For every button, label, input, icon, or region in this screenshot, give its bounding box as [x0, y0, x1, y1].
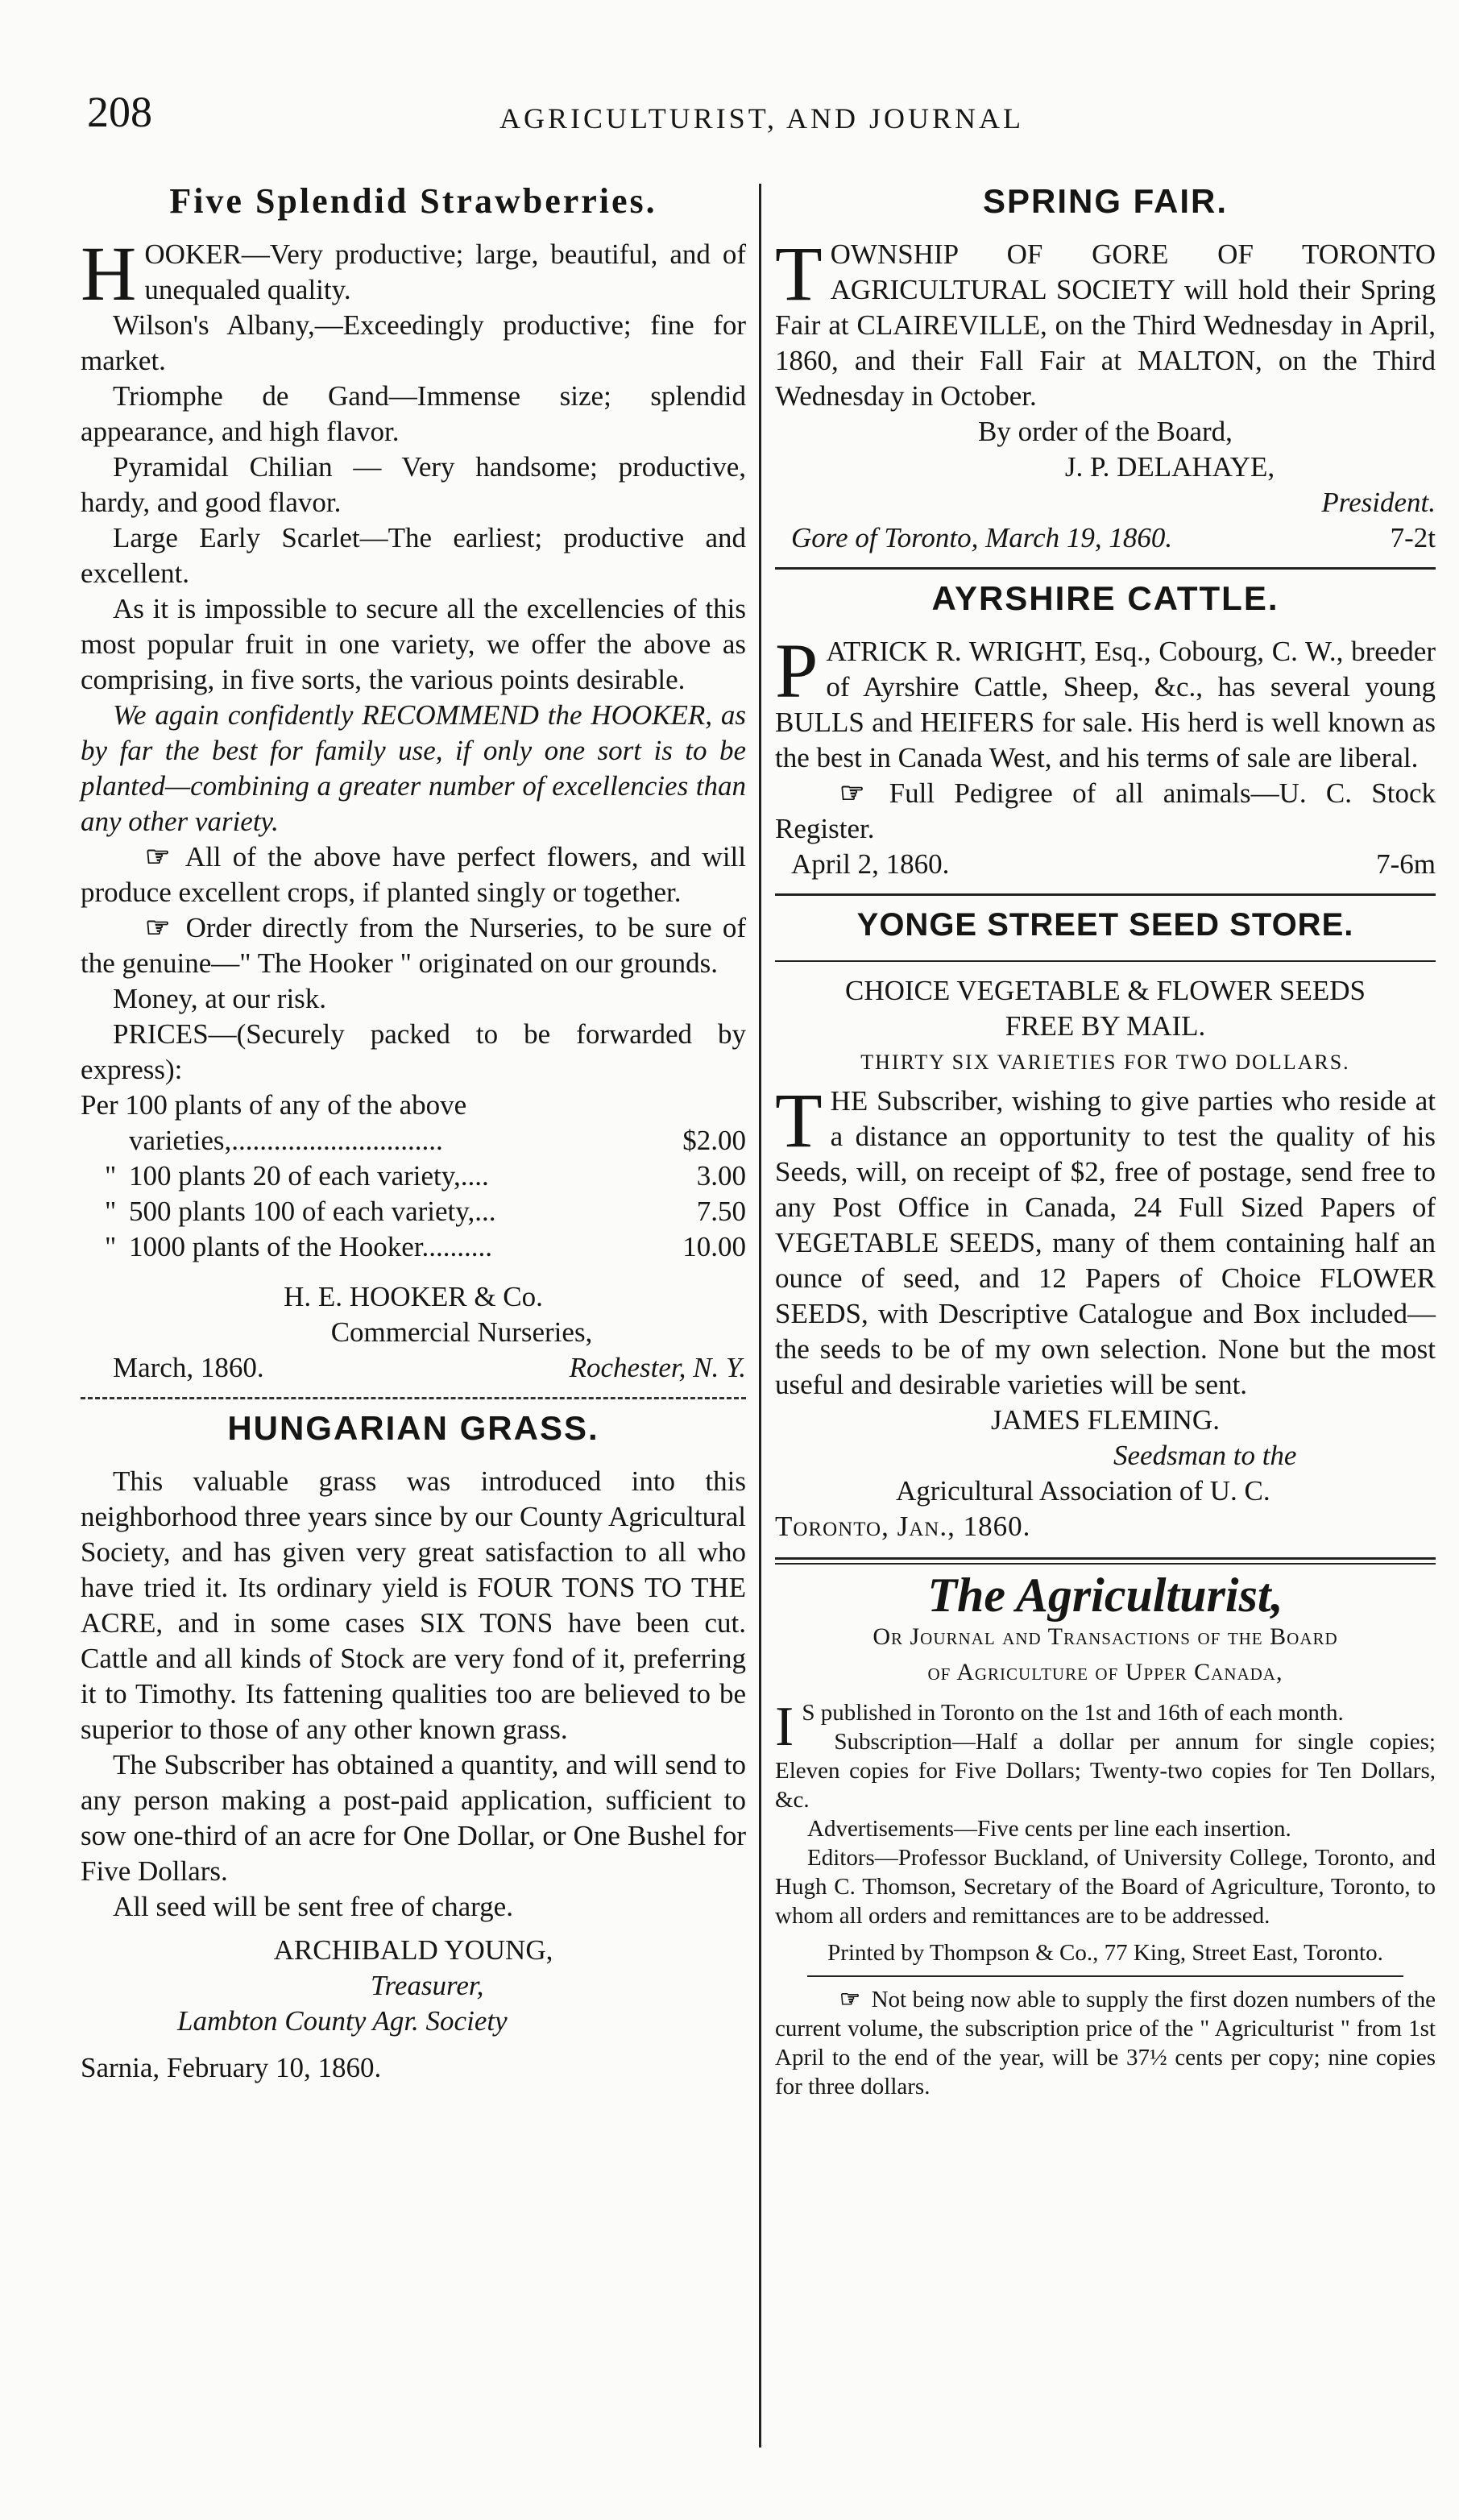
seed-store-ad [775, 907, 1436, 1544]
seed-store-role: Seedsman to the [1113, 1440, 1297, 1471]
column-divider [759, 184, 761, 2447]
ayrshire-date: April 2, 1860. [791, 848, 950, 880]
pedigree-paragraph [775, 776, 1436, 847]
strawberries-title: Five Splendid Strawberries. [169, 181, 657, 221]
price-row [81, 1194, 746, 1229]
advertisements-text: Advertisements—Five cents per line each insertion. [807, 1816, 1291, 1842]
section-divider [775, 960, 1436, 962]
hungarian-paragraph-2: The Subscriber has obtained a quantity, and will send to any person making a post-paid application, sufficient to sow one-third of an acre for One Dollar, or One Bushel for Five Dollars. [81, 1749, 746, 1887]
price-amount: $2.00 [682, 1125, 746, 1156]
left-column [81, 177, 746, 2086]
prices-intro: PRICES—(Securely packed to be forwarded by express): [81, 1018, 746, 1085]
seed-store-dateline: Toronto, Jan., 1860. [775, 1511, 1031, 1542]
drop-cap: H [81, 230, 137, 317]
section-divider [775, 567, 1436, 570]
hungarian-society: Lambton County Agr. Society [177, 2005, 508, 2037]
strawberries-place: Rochester, N. Y. [569, 1352, 746, 1383]
drop-cap: P [775, 628, 819, 714]
published-paragraph [775, 1696, 1436, 1758]
page-number: 208 [87, 88, 152, 136]
large-early-paragraph: Large Early Scarlet—The earliest; productive and excellent. [81, 522, 746, 589]
spring-fair-date: Gore of Toronto, March 19, 1860. [791, 522, 1173, 553]
ditto-mark [105, 1123, 129, 1158]
spring-fair-text: OWNSHIP OF GORE OF TORONTO AGRICULTURAL SOCIETY will hold their Spring Fair at CLAIREVILLE, on the Third Wednesday in April, 1860, and their Fall Fair at MALTON, on the Third Wednesday in October. [775, 238, 1436, 412]
drop-cap: T [775, 230, 823, 317]
strawberries-ad [81, 181, 746, 1386]
firm-subtitle: Commercial Nurseries, [330, 1316, 593, 1348]
ayrshire-title: AYRSHIRE CATTLE. [931, 579, 1279, 617]
hungarian-dateline: Sarnia, February 10, 1860. [81, 2052, 382, 2083]
ayrshire-ad [775, 581, 1436, 882]
section-divider [775, 893, 1436, 896]
section-divider [807, 1975, 1403, 1977]
hungarian-signer: ARCHIBALD YOUNG, [273, 1934, 553, 1966]
seed-store-org: Agricultural Association of U. C. [896, 1475, 1270, 1507]
ditto-mark: " [105, 1160, 117, 1192]
spring-fair-ad [775, 184, 1436, 556]
price-list [81, 1123, 746, 1265]
seed-store-signer: JAMES FLEMING. [991, 1404, 1220, 1436]
agriculturist-notice [775, 1569, 1436, 2101]
pointing-hand-icon: ☞ [839, 777, 865, 809]
firm-name: H. E. HOOKER & Co. [284, 1281, 543, 1312]
drop-cap: I [775, 1696, 794, 1758]
seed-store-tagline: THIRTY SIX VARIETIES FOR TWO DOLLARS. [860, 1051, 1350, 1074]
spring-fair-role: President. [1321, 487, 1436, 518]
drop-cap: T [775, 1077, 823, 1163]
printer-line: Printed by Thompson & Co., 77 King, Street East, Toronto. [827, 1940, 1383, 1966]
notice-text: Not being now able to supply the first dozen numbers of the current volume, the subscription price of the " Agriculturist " from 1st April to the end of the year, will be 37½ cents per copy; nine copies for three dollars. [775, 1987, 1436, 2099]
ayrshire-text: ATRICK R. WRIGHT, Esq., Cobourg, C. W., breeder of Ayrshire Cattle, Sheep, &c., has several young BULLS and HEIFERS for sale. His herd is well known as the best in Canada West, and his terms of sale are liberal. [775, 636, 1436, 773]
pedigree-text: Full Pedigree of all animals—U. C. Stock Register. [775, 777, 1436, 844]
perfect-flowers-paragraph [81, 839, 746, 910]
spring-fair-code: 7-2t [1390, 522, 1436, 553]
notice-paragraph [775, 1985, 1436, 2101]
seed-store-subtitle-2: FREE BY MAIL. [1005, 1010, 1206, 1042]
spring-fair-title: SPRING FAIR. [982, 182, 1229, 220]
price-label: 100 plants 20 of each variety,.... [129, 1160, 489, 1192]
ditto-mark: " [105, 1231, 117, 1262]
agriculturist-subtitle-2: of Agriculture of Upper Canada, [927, 1659, 1283, 1685]
seed-store-paragraph [775, 1077, 1436, 1403]
hungarian-role: Treasurer, [371, 1970, 484, 2001]
spring-fair-order: By order of the Board, [978, 416, 1233, 447]
price-amount: 10.00 [682, 1231, 746, 1262]
seed-store-subtitle-1: CHOICE VEGETABLE & FLOWER SEEDS [845, 975, 1366, 1006]
price-amount: 3.00 [696, 1160, 746, 1192]
subscription-text: Subscription—Half a dollar per annum for single copies; Eleven copies for Five Dollars; Twenty-two copies for Ten Dollars, &c. [775, 1729, 1436, 1813]
agriculturist-title: The Agriculturist, [927, 1569, 1283, 1622]
price-label: 1000 plants of the Hooker.......... [129, 1231, 493, 1262]
price-lead: Per 100 plants of any of the above [81, 1089, 467, 1121]
running-title: AGRICULTURIST, AND JOURNAL [499, 102, 1025, 135]
recommend-paragraph: We again confidently RECOMMEND the HOOKER, as by far the best for family use, if only one sort is to be planted—combining a greater number of excellencies than any other variety. [81, 699, 746, 837]
price-label: 500 plants 100 of each variety,... [129, 1196, 496, 1227]
ayrshire-paragraph [775, 628, 1436, 776]
price-row [81, 1123, 746, 1158]
hungarian-paragraph-3: All seed will be sent free of charge. [113, 1891, 513, 1922]
right-column [775, 177, 1436, 2101]
pointing-hand-icon: ☞ [839, 1987, 860, 2012]
spring-fair-paragraph [775, 230, 1436, 414]
triomphe-paragraph: Triomphe de Gand—Immense size; splendid appearance, and high flavor. [81, 380, 746, 447]
seed-store-title: YONGE STREET SEED STORE. [856, 907, 1354, 943]
wilson-paragraph: Wilson's Albany,—Exceedingly productive; fine for market. [81, 309, 746, 376]
ditto-mark: " [105, 1196, 117, 1227]
order-paragraph [81, 910, 746, 981]
ayrshire-code: 7-6m [1376, 848, 1436, 880]
pointing-hand-icon: ☞ [145, 912, 171, 943]
pointing-hand-icon: ☞ [145, 841, 171, 872]
hooker-paragraph [81, 230, 746, 317]
price-row [81, 1158, 746, 1194]
pyramidal-paragraph: Pyramidal Chilian — Very handsome; productive, hardy, and good flavor. [81, 451, 746, 518]
hungarian-title: HUNGARIAN GRASS. [227, 1409, 599, 1447]
hooker-text: OOKER—Very productive; large, beautiful, and of unequaled quality. [144, 238, 746, 305]
order-text: Order directly from the Nurseries, to be sure of the genuine—" The Hooker " originated on our grounds. [81, 912, 746, 979]
hungarian-grass-ad [81, 1411, 746, 2086]
impossible-paragraph: As it is impossible to secure all the excellencies of this most popular fruit in one variety, we offer the above as comprising, in five sorts, the various points desirable. [81, 593, 746, 695]
section-divider [81, 1397, 746, 1399]
strawberries-date: March, 1860. [113, 1352, 264, 1383]
agriculturist-subtitle-1: Or Journal and Transactions of the Board [872, 1623, 1338, 1650]
ayrshire-dateline [775, 847, 1436, 882]
perfect-flowers-text: All of the above have perfect flowers, and will produce excellent crops, if planted singly or together. [81, 841, 746, 908]
hungarian-paragraph-1: This valuable grass was introduced into this neighborhood three years since by our County Agricultural Society, and has given very great satisfaction to all who have tried it. Its ordinary yield is FOUR TONS TO THE ACRE, and in some cases SIX TONS have been cut. Cattle and all kinds of Stock are very fond of it, preferring it to Timothy. Its fattening qualities too are believed to be superior to those of any other known grass. [81, 1465, 746, 1745]
price-amount: 7.50 [696, 1196, 746, 1227]
seed-store-text: HE Subscriber, wishing to give parties who reside at a distance an opportunity to test the quality of his Seeds, will, on receipt of $2, free of postage, send free to any Post Office in Canada, 24 Full Sized Papers of VEGETABLE SEEDS, many of them containing half an ounce of seed, and 12 Papers of Choice FLOWER SEEDS, with Descriptive Catalogue and Box included—the seeds to be of my own selection. None but the most useful and desirable varieties will be sent. [775, 1085, 1436, 1400]
editors-text: Editors—Professor Buckland, of University College, Toronto, and Hugh C. Thomson, Secretary of the Board of Agriculture, Toronto, to whom all orders and remittances are to be addressed. [775, 1845, 1436, 1929]
published-text: S published in Toronto on the 1st and 16th of each month. [802, 1700, 1344, 1726]
spring-fair-signer: J. P. DELAHAYE, [1064, 451, 1275, 483]
price-label: varieties,.............................. [129, 1125, 443, 1156]
price-row [81, 1229, 746, 1265]
money-line: Money, at our risk. [113, 983, 327, 1014]
section-divider [775, 1557, 1436, 1565]
page-header [0, 0, 1459, 161]
strawberries-dateline [81, 1350, 746, 1386]
spring-fair-dateline [775, 520, 1436, 556]
